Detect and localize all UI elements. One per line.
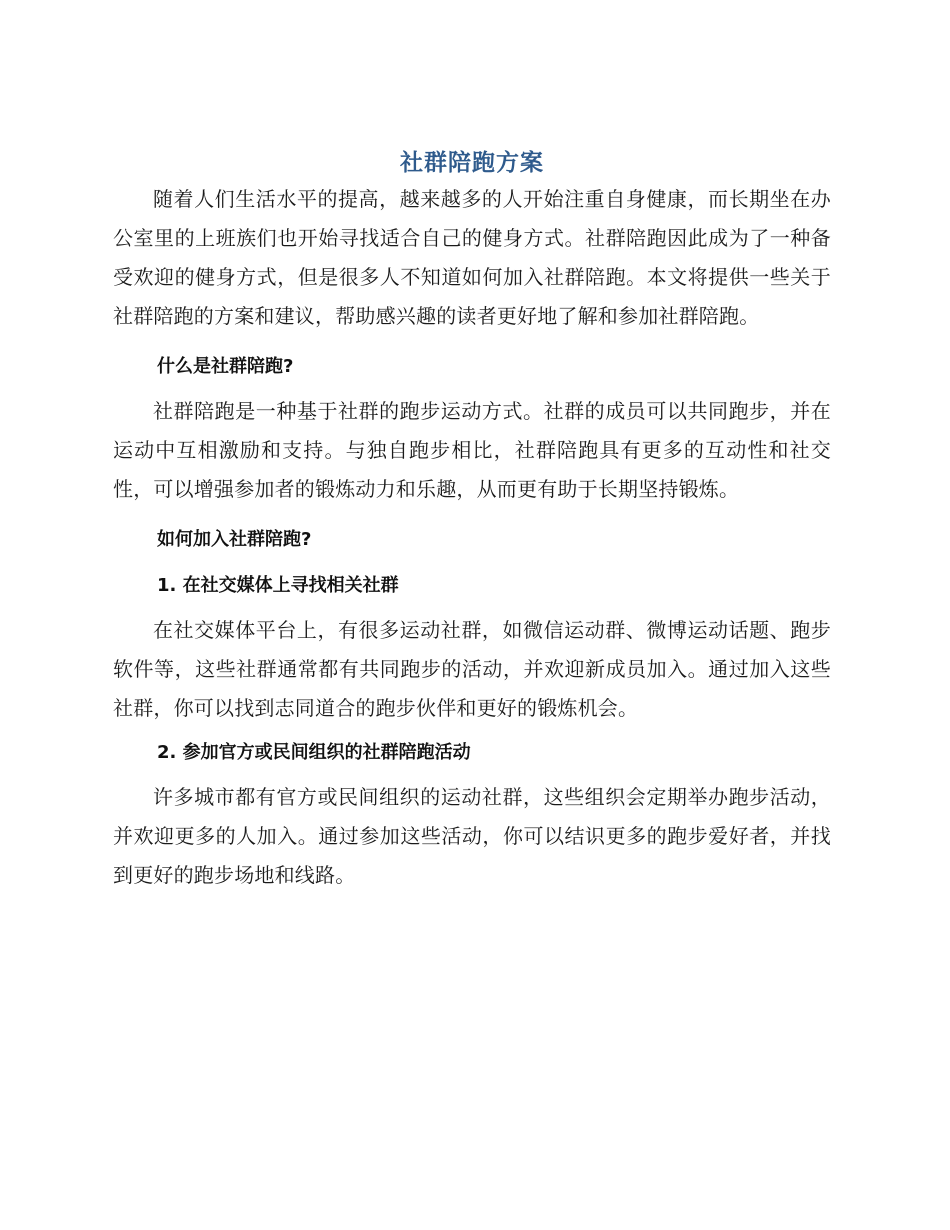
section-heading-organized-activities: 2. 参加官方或民间组织的社群陪跑活动 — [157, 742, 471, 763]
intro-paragraph: 随着人们生活水平的提高，越来越多的人开始注重自身健康，而长期坐在办公室里的上班族们也开始寻找适合自己的健身方式。社群陪跑因此成为了一种备受欢迎的健身方式，但是很多人不知道如何加入社群陪跑。本文将提供一些关于社群陪跑的方案和建议，帮助感兴趣的读者更好地了解和参加社群陪跑。 — [113, 187, 831, 328]
document-content — [113, 146, 831, 895]
section-heading-how-to-join: 如何加入社群陪跑? — [157, 529, 312, 550]
section-body-social-media: 在社交媒体平台上，有很多运动社群，如微信运动群、微博运动话题、跑步软件等，这些社群通常都有共同跑步的活动，并欢迎新成员加入。通过加入这些社群，你可以找到志同道合的跑步伙伴和更好的锻炼机会。 — [113, 618, 831, 720]
section-heading-what-is: 什么是社群陪跑? — [157, 356, 294, 377]
section-heading-social-media: 1. 在社交媒体上寻找相关社群 — [157, 575, 399, 596]
document-title: 社群陪跑方案 — [400, 150, 544, 176]
section-body-what-is: 社群陪跑是一种基于社群的跑步运动方式。社群的成员可以共同跑步，并在运动中互相激励和支持。与独自跑步相比，社群陪跑具有更多的互动性和社交性，可以增强参加者的锻炼动力和乐趣，从而更有助于长期坚持锻炼。 — [113, 399, 831, 501]
section-body-organized-activities: 许多城市都有官方或民间组织的运动社群，这些组织会定期举办跑步活动，并欢迎更多的人加入。通过参加这些活动，你可以结识更多的跑步爱好者，并找到更好的跑步场地和线路。 — [113, 785, 831, 887]
